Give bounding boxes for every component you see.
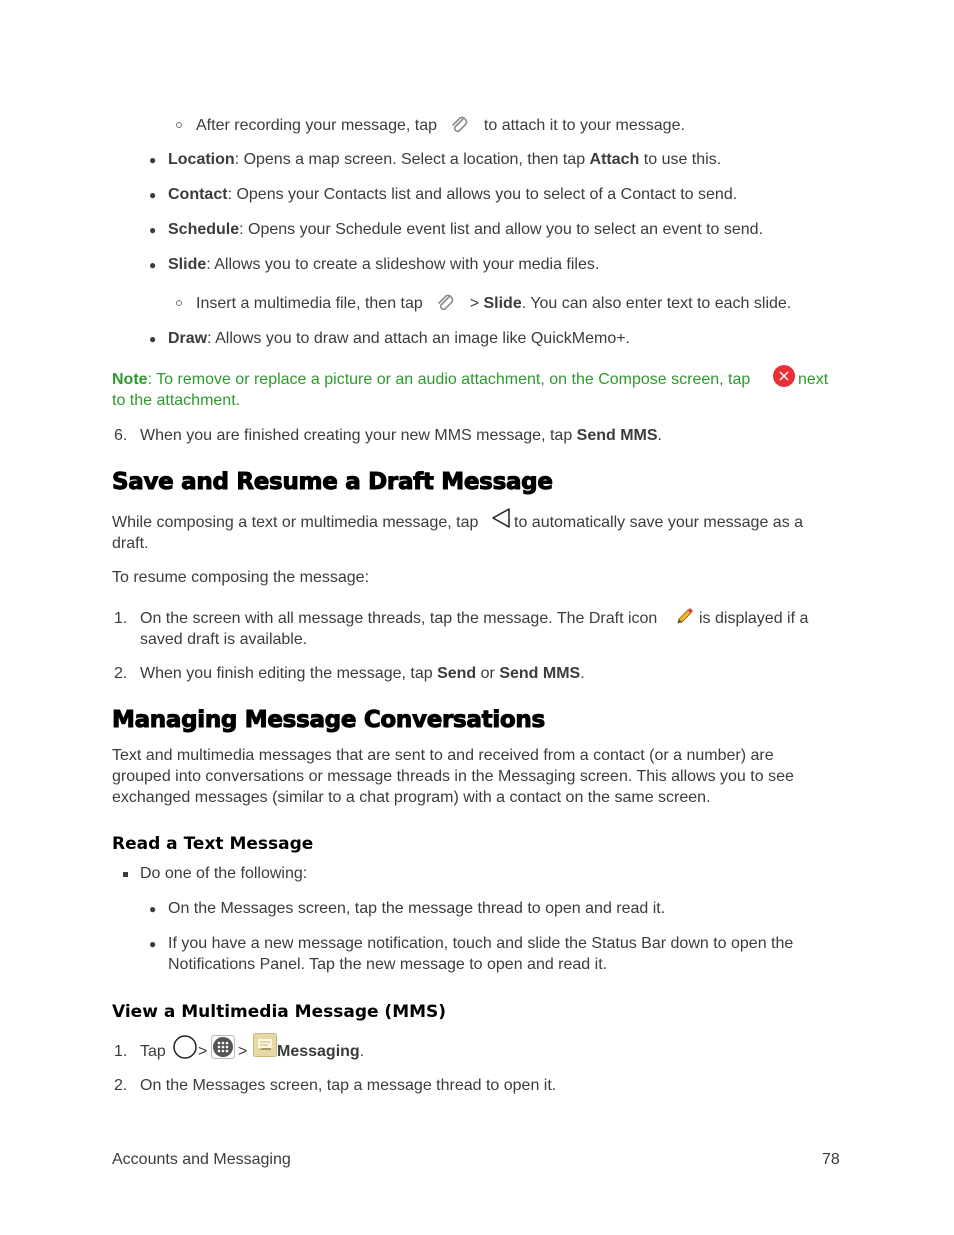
subheading-read: Read a Text Message	[112, 834, 314, 854]
step-number: 2.	[114, 665, 128, 682]
step-number: 2.	[114, 1077, 128, 1094]
draft-step-1: On the screen with all message threads, tap the message. The Draft icon	[140, 610, 658, 627]
draft-step-2: When you finish editing the message, tap Send or Send MMS.	[140, 665, 585, 682]
draft-para-1: While composing a text or multimedia message, tap	[112, 514, 479, 531]
bullet-slide: Slide: Allows you to create a slideshow with your media files.	[168, 256, 600, 273]
draft-step-1-cont: is displayed if a	[699, 610, 809, 627]
step-number: 1.	[114, 1043, 128, 1060]
section-heading-draft: Save and Resume a Draft Message	[112, 469, 553, 495]
view-step-1: Tap	[140, 1043, 166, 1060]
step-number: 1.	[114, 610, 128, 627]
manage-para-line: exchanged messages (similar to a chat program) with a contact on the same screen.	[112, 789, 711, 806]
draft-step-1-line2: saved draft is available.	[140, 631, 308, 648]
bullet-dot: ●	[149, 188, 157, 202]
read-lead: Do one of the following:	[140, 865, 308, 882]
read-item-1: On the Messages screen, tap the message thread to open and read it.	[168, 900, 666, 917]
draft-para-2: To resume composing the message:	[112, 569, 370, 586]
bullet-dot: ●	[149, 937, 157, 951]
bullet-dot: ●	[149, 223, 157, 237]
footer-section-title: Accounts and Messaging	[112, 1151, 291, 1168]
subheading-view: View a Multimedia Message (MMS)	[112, 1002, 447, 1022]
bullet-dot: ●	[149, 153, 157, 167]
square-bullet	[123, 872, 128, 877]
bullet-location: Location: Opens a map screen. Select a location, then tap Attach to use this.	[168, 151, 722, 168]
messaging-app-icon	[253, 1033, 277, 1057]
home-circle-icon	[172, 1034, 198, 1060]
gt-separator: >	[238, 1043, 248, 1060]
read-item-2-line-1: If you have a new message notification, touch and slide the Status Bar down to open the	[168, 935, 794, 952]
draft-para-1-line2: draft.	[112, 535, 149, 552]
read-item-2-line-2: Notifications Panel. Tap the new message to open and read it.	[168, 956, 608, 973]
footer-page-number: 78	[822, 1151, 840, 1168]
section-heading-manage: Managing Message Conversations	[112, 707, 545, 733]
back-triangle-icon	[490, 507, 512, 529]
sub-bullet-marker	[176, 300, 182, 306]
bullet-dot: ●	[149, 332, 157, 346]
view-step-1-term: Messaging.	[277, 1043, 365, 1060]
bullet-dot: ●	[149, 258, 157, 272]
bullet-draw: Draw: Allows you to draw and attach an image like QuickMemo+.	[168, 330, 630, 347]
bullet-contact: Contact: Opens your Contacts list and allows you to select of a Contact to send.	[168, 186, 738, 203]
apps-grid-icon	[211, 1035, 235, 1059]
bullet-schedule: Schedule: Opens your Schedule event list and allow you to select an event to send.	[168, 221, 764, 238]
draft-para-1-cont: to automatically save your message as a	[514, 514, 804, 531]
bullet-dot: ●	[149, 902, 157, 916]
sub-bullet-record: After recording your message, tap to attach it to your message.	[196, 115, 685, 137]
close-circle-icon	[772, 364, 796, 388]
manage-para-line: grouped into conversations or message threads in the Messaging screen. This allows you to see	[112, 768, 794, 785]
note-line-2: to the attachment.	[112, 392, 241, 409]
sub-bullet-slide: Insert a multimedia file, then tap > Slide. You can also enter text to each slide.	[196, 293, 791, 315]
sub-bullet-marker	[176, 122, 182, 128]
step-number: 6.	[114, 427, 128, 444]
note-line-1-end: next	[798, 371, 829, 388]
note-line-1: Note: To remove or replace a picture or an audio attachment, on the Compose screen, tap	[112, 371, 751, 388]
paperclip-icon	[435, 293, 457, 315]
manage-para-line: Text and multimedia messages that are sent to and received from a contact (or a number) are	[112, 747, 774, 764]
step-6: When you are finished creating your new MMS message, tap Send MMS.	[140, 427, 662, 444]
paperclip-icon	[449, 115, 471, 137]
gt-separator: >	[198, 1043, 208, 1060]
view-step-2: On the Messages screen, tap a message thread to open it.	[140, 1077, 557, 1094]
draft-pencil-icon	[675, 605, 695, 625]
